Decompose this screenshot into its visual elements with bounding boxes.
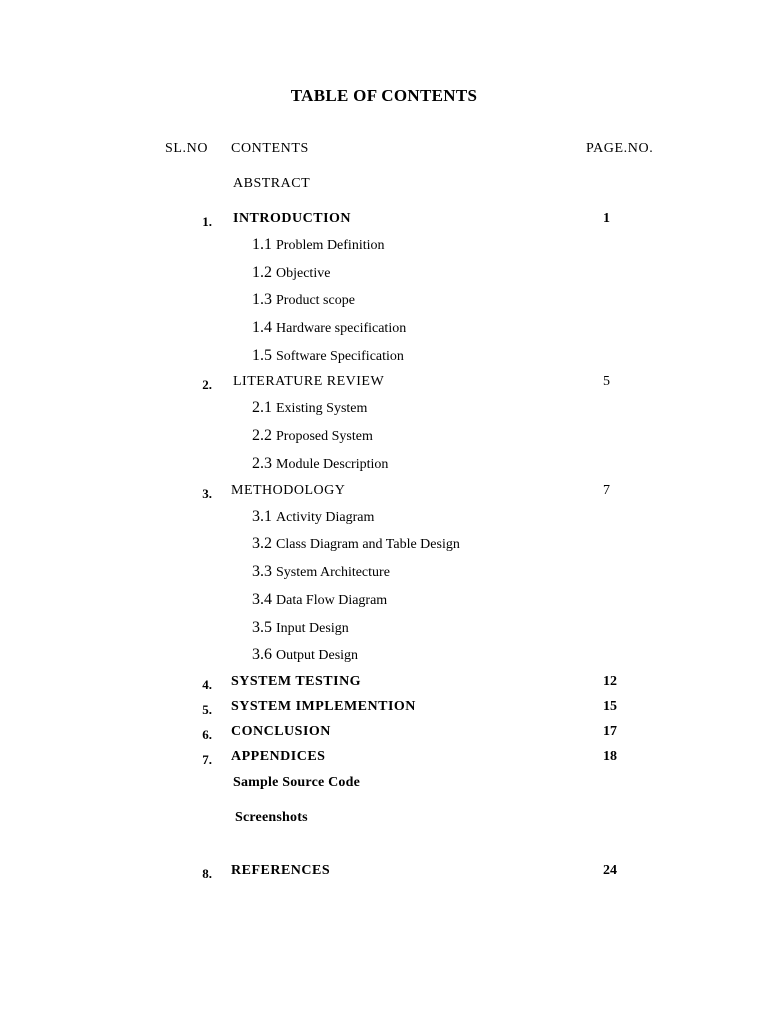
entry-number: 8. (202, 866, 212, 881)
entry-label: CONCLUSION (231, 724, 331, 739)
subentry-label: Module Description (276, 457, 389, 472)
subentry-number: 1.2 (252, 264, 272, 281)
entry-number: 7. (202, 752, 212, 767)
entry-page: 5 (603, 374, 610, 389)
toc-subentry (252, 535, 460, 553)
header-slno: SL.NO (165, 141, 209, 156)
toc-entry-abstract (0, 176, 768, 198)
toc-entry-sample-source-code (0, 775, 768, 797)
entry-page: 17 (603, 724, 617, 739)
subentry-number: 3.1 (252, 508, 272, 525)
toc-subentry (252, 646, 358, 664)
page-title: TABLE OF CONTENTS (290, 86, 478, 105)
entry-number: 5. (202, 702, 212, 717)
subentry-number: 3.3 (252, 563, 272, 580)
subentry-number: 3.4 (252, 591, 272, 608)
toc-entry-methodology (0, 483, 768, 505)
header-pageno: PAGE.NO. (586, 141, 654, 156)
subentry-number: 2.2 (252, 427, 272, 444)
subentry-number: 1.1 (252, 236, 272, 253)
toc-subentry (252, 291, 355, 309)
toc-entry-references (0, 863, 768, 885)
toc-subentry (252, 347, 404, 365)
subentry-number: 3.2 (252, 535, 272, 552)
toc-entry-conclusion (0, 724, 768, 746)
entry-page: 1 (603, 211, 610, 226)
subentry-label: Problem Definition (276, 238, 385, 253)
subentry-number: 2.1 (252, 399, 272, 416)
entry-label: ABSTRACT (233, 176, 311, 191)
subentry-number: 3.5 (252, 619, 272, 636)
entry-label: Sample Source Code (233, 775, 361, 790)
subentry-label: System Architecture (276, 565, 390, 580)
entry-page: 24 (603, 863, 617, 878)
entry-page: 18 (603, 749, 617, 764)
entry-number: 4. (202, 677, 212, 692)
entry-label: REFERENCES (231, 863, 331, 878)
subentry-number: 1.4 (252, 319, 272, 336)
subentry-label: Hardware specification (276, 321, 407, 336)
toc-entry-literature-review (0, 374, 768, 396)
subentry-label: Class Diagram and Table Design (276, 537, 460, 552)
toc-subentry (252, 508, 374, 526)
entry-label: SYSTEM IMPLEMENTION (231, 699, 416, 714)
entry-page: 12 (603, 674, 617, 689)
toc-entry-introduction (0, 211, 768, 233)
toc-subentry (252, 319, 406, 337)
toc-subentry (252, 236, 385, 254)
toc-subentry (252, 563, 390, 581)
subentry-number: 3.6 (252, 646, 272, 663)
entry-label: METHODOLOGY (231, 483, 346, 498)
toc-subentry (252, 427, 373, 445)
toc-entry-appendices (0, 749, 768, 771)
entry-number: 6. (202, 727, 212, 742)
subentry-label: Data Flow Diagram (276, 593, 388, 608)
toc-subentry (252, 455, 388, 473)
subentry-label: Proposed System (276, 429, 373, 444)
subentry-label: Input Design (276, 621, 349, 636)
toc-subentry (252, 399, 367, 417)
toc-subentry (252, 591, 387, 609)
entry-label: APPENDICES (231, 749, 326, 764)
entry-label: LITERATURE REVIEW (233, 374, 385, 389)
toc-entry-screenshots (0, 810, 768, 832)
subentry-label: Activity Diagram (276, 510, 375, 525)
subentry-label: Software Specification (276, 349, 404, 364)
subentry-label: Product scope (276, 293, 355, 308)
toc-entry-system-implemention (0, 699, 768, 721)
toc-subentry (252, 264, 330, 282)
subentry-label: Output Design (276, 648, 359, 663)
subentry-number: 1.5 (252, 347, 272, 364)
entry-number: 3. (202, 486, 212, 501)
entry-number: 1. (202, 214, 212, 229)
subentry-label: Existing System (276, 401, 368, 416)
header-contents: CONTENTS (231, 141, 309, 156)
entry-page: 7 (603, 483, 610, 498)
entry-label: INTRODUCTION (233, 211, 352, 226)
subentry-number: 1.3 (252, 291, 272, 308)
entry-label: SYSTEM TESTING (231, 674, 362, 689)
subentry-label: Objective (276, 266, 331, 281)
toc-entry-system-testing (0, 674, 768, 696)
entry-number: 2. (202, 377, 212, 392)
entry-page: 15 (603, 699, 617, 714)
subentry-number: 2.3 (252, 455, 272, 472)
entry-label: Screenshots (235, 810, 308, 825)
toc-subentry (252, 619, 349, 637)
